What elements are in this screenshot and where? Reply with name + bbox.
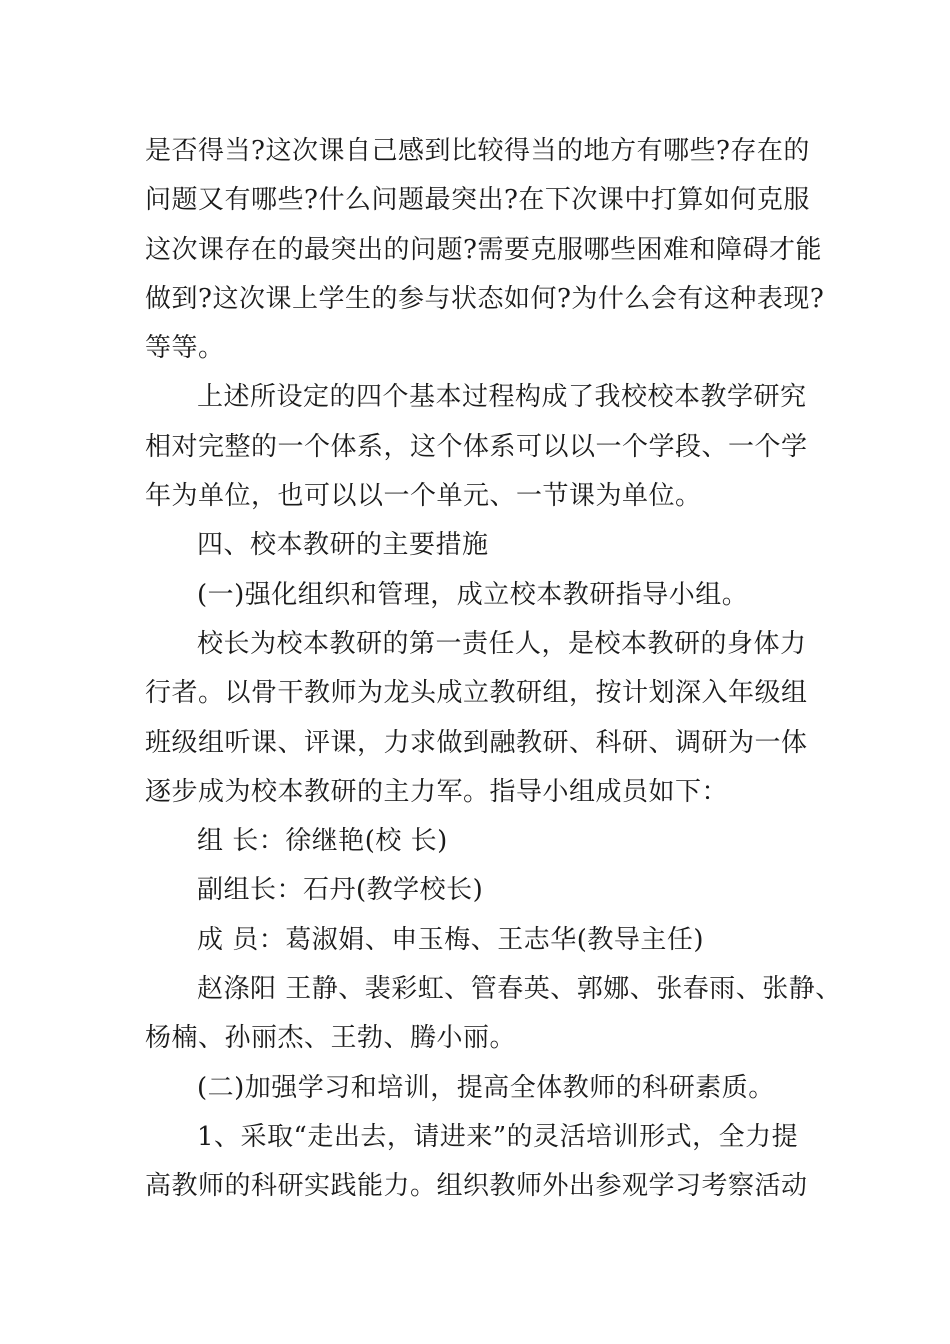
- text-line: 高教师的科研实践能力。组织教师外出参观学习考察活动: [145, 1171, 808, 1202]
- text-line: 相对完整的一个体系，这个体系可以以一个学段、一个学: [145, 431, 808, 462]
- text-line: 班级组听课、评课，力求做到融教研、科研、调研为一体: [145, 727, 808, 758]
- text-line: 做到?这次课上学生的参与状态如何?为什么会有这种表现?: [145, 283, 825, 314]
- text-line: 逐步成为校本教研的主力军。指导小组成员如下：: [145, 776, 729, 807]
- text-line: 杨楠、孙丽杰、王勃、腾小丽。: [145, 1023, 517, 1054]
- text-line: 行者。以骨干教师为龙头成立教研组，按计划深入年级组: [145, 678, 808, 709]
- text-line: 组 长：徐继艳(校 长): [197, 826, 448, 857]
- text-line: 副组长：石丹(教学校长): [197, 875, 484, 906]
- text-line: 年为单位，也可以以一个单元、一节课为单位。: [145, 481, 702, 512]
- text-line: 是否得当?这次课自己感到比较得当的地方有哪些?存在的: [145, 136, 810, 166]
- text-line: 等等。: [145, 333, 225, 364]
- text-line: (一)强化组织和管理，成立校本教研指导小组。: [197, 579, 749, 610]
- text-line: 校长为校本教研的第一责任人，是校本教研的身体力: [197, 628, 807, 659]
- text-line: 赵涤阳 王静、裴彩虹、管春英、郭娜、张春雨、张静、: [197, 974, 842, 1005]
- text-line: (二)加强学习和培训，提高全体教师的科研素质。: [197, 1072, 775, 1103]
- text-line: 1、采取“走出去，请进来”的灵活培训形式，全力提: [197, 1121, 799, 1152]
- text-line: 成 员：葛淑娟、申玉梅、王志华(教导主任): [197, 924, 705, 955]
- text-line: 这次课存在的最突出的问题?需要克服哪些困难和障碍才能: [145, 234, 822, 265]
- text-line: 四、校本教研的主要措施: [197, 530, 489, 561]
- text-line: 上述所设定的四个基本过程构成了我校校本教学研究: [197, 382, 807, 413]
- document-body: [145, 127, 842, 1212]
- text-line: 问题又有哪些?什么问题最突出?在下次课中打算如何克服: [145, 185, 810, 216]
